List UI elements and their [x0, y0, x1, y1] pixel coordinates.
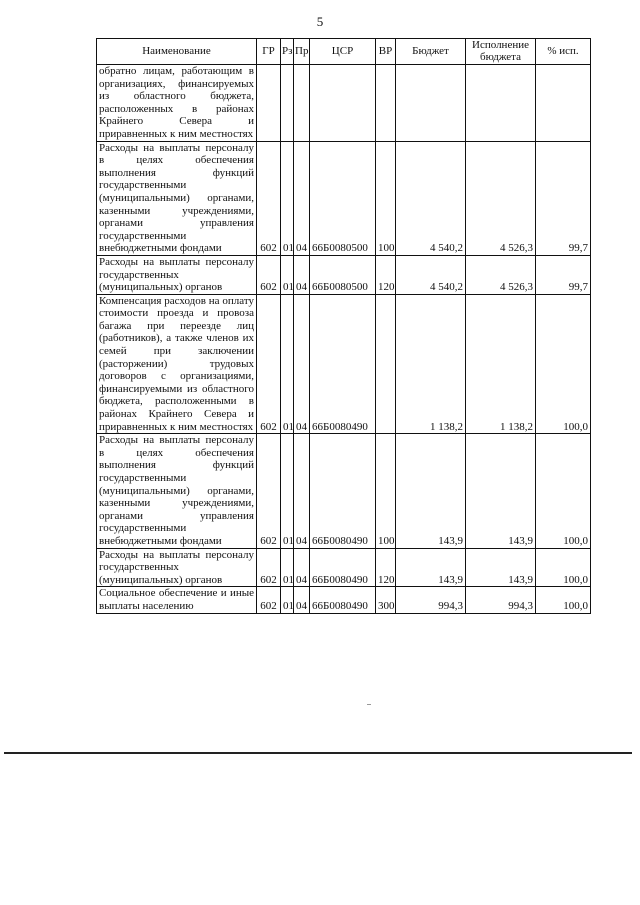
- row-pr: 04: [294, 434, 310, 548]
- row-rz: 01: [281, 294, 294, 434]
- row-percent: [536, 65, 591, 142]
- row-budget: 143,9: [396, 434, 466, 548]
- row-gr: 602: [257, 587, 281, 613]
- row-gr: 602: [257, 294, 281, 434]
- row-percent: 100,0: [536, 548, 591, 587]
- row-csr: 66Б0080490: [310, 548, 376, 587]
- row-execution: 994,3: [466, 587, 536, 613]
- header-rz: Рз: [281, 39, 294, 65]
- row-budget: 994,3: [396, 587, 466, 613]
- row-execution: [466, 65, 536, 142]
- row-name: Расходы на выплаты персоналу государственных (муниципальных) органов: [97, 548, 257, 587]
- header-gr: ГР: [257, 39, 281, 65]
- row-rz: 01: [281, 548, 294, 587]
- row-csr: 66Б0080490: [310, 294, 376, 434]
- table-header-row: [97, 39, 591, 65]
- row-csr: 66Б0080490: [310, 434, 376, 548]
- table-row: [97, 587, 591, 613]
- row-name: Расходы на выплаты персоналу в целях обеспечения выполнения функций государственными (муниципальными) органами, казенными учреждениями, органами управления государственными внебюджетными фондами: [97, 434, 257, 548]
- header-pr: Пр: [294, 39, 310, 65]
- header-execution: Исполнение бюджета: [466, 39, 536, 65]
- row-name: обратно лицам, работающим в организациях, финансируемых из областного бюджета, расположенных в районах Крайнего Севера и приравненных к ним местностях: [97, 65, 257, 142]
- row-gr: 602: [257, 141, 281, 255]
- row-budget: 4 540,2: [396, 141, 466, 255]
- row-execution: 4 526,3: [466, 255, 536, 294]
- row-rz: 01: [281, 587, 294, 613]
- row-budget: 143,9: [396, 548, 466, 587]
- row-pr: 04: [294, 587, 310, 613]
- row-rz: 01: [281, 141, 294, 255]
- page-number: 5: [316, 14, 324, 29]
- row-pr: 04: [294, 255, 310, 294]
- header-budget: Бюджет: [396, 39, 466, 65]
- header-csr: ЦСР: [310, 39, 376, 65]
- row-execution: 143,9: [466, 434, 536, 548]
- header-name: Наименование: [97, 39, 257, 65]
- row-budget: 1 138,2: [396, 294, 466, 434]
- row-rz: [281, 65, 294, 142]
- row-name: Социальное обеспечение и иные выплаты населению: [97, 587, 257, 613]
- row-vr: [376, 65, 396, 142]
- row-gr: 602: [257, 255, 281, 294]
- row-vr: 120: [376, 255, 396, 294]
- row-budget: 4 540,2: [396, 255, 466, 294]
- table-row: [97, 548, 591, 587]
- row-percent: 99,7: [536, 255, 591, 294]
- row-csr: 66Б0080500: [310, 141, 376, 255]
- row-name: Расходы на выплаты персоналу государственных (муниципальных) органов: [97, 255, 257, 294]
- row-vr: 300: [376, 587, 396, 613]
- header-vr: ВР: [376, 39, 396, 65]
- budget-table: [96, 38, 591, 614]
- row-rz: 01: [281, 255, 294, 294]
- row-vr: 100: [376, 434, 396, 548]
- row-percent: 99,7: [536, 141, 591, 255]
- row-pr: 04: [294, 141, 310, 255]
- row-pr: 04: [294, 294, 310, 434]
- row-execution: 143,9: [466, 548, 536, 587]
- scan-divider-line: [4, 752, 632, 754]
- table-row: [97, 65, 591, 142]
- row-csr: 66Б0080500: [310, 255, 376, 294]
- row-execution: 1 138,2: [466, 294, 536, 434]
- row-vr: [376, 294, 396, 434]
- row-name: Расходы на выплаты персоналу в целях обеспечения выполнения функций государственными (муниципальными) органами, казенными учреждениями, органами управления государственными внебюджетными фондами: [97, 141, 257, 255]
- table-row: [97, 255, 591, 294]
- row-percent: 100,0: [536, 434, 591, 548]
- table-row: [97, 294, 591, 434]
- row-csr: [310, 65, 376, 142]
- row-pr: [294, 65, 310, 142]
- row-execution: 4 526,3: [466, 141, 536, 255]
- row-rz: 01: [281, 434, 294, 548]
- row-gr: 602: [257, 434, 281, 548]
- row-csr: 66Б0080490: [310, 587, 376, 613]
- row-gr: 602: [257, 548, 281, 587]
- scan-speck: [367, 704, 371, 705]
- row-percent: 100,0: [536, 587, 591, 613]
- table-row: [97, 434, 591, 548]
- row-percent: 100,0: [536, 294, 591, 434]
- row-gr: [257, 65, 281, 142]
- row-vr: 120: [376, 548, 396, 587]
- row-vr: 100: [376, 141, 396, 255]
- header-percent: % исп.: [536, 39, 591, 65]
- table-row: [97, 141, 591, 255]
- row-pr: 04: [294, 548, 310, 587]
- row-budget: [396, 65, 466, 142]
- row-name: Компенсация расходов на оплату стоимости проезда и провоза багажа при переезде лиц (работников), а также членов их семей при заключении (расторжении) трудовых договоров с организациями, финансируемыми из областного бюджета, расположенными в районах Крайнего Севера и приравненных к ним местностях: [97, 294, 257, 434]
